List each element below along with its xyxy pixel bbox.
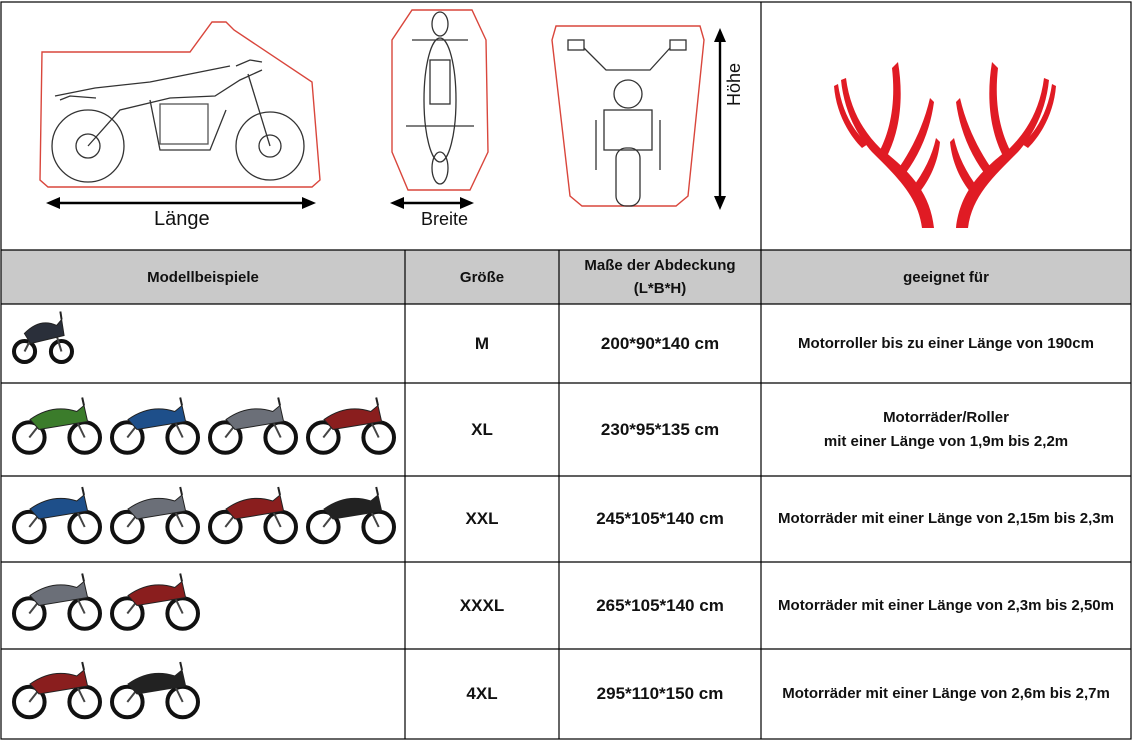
adventure-bike-icon [308, 487, 394, 542]
dimensions-cell: 230*95*135 cm [600, 419, 720, 439]
model-examples-images [0, 0, 405, 741]
header-examples: Modellbeispiele [147, 268, 259, 286]
dimensions-cell: 245*105*140 cm [596, 509, 724, 528]
suitable-for-line1: Motorroller bis zu einer Länge von 190cm [798, 334, 1094, 352]
sport-bike-icon [210, 398, 296, 453]
maxi-scooter-icon [308, 398, 394, 453]
suitable-for-line2: mit einer Länge von 1,9m bis 2,2m [823, 432, 1069, 450]
adventure-bike-icon [112, 574, 198, 629]
size-cell: XXL [465, 509, 499, 528]
front-view-motorcycle-icon [568, 40, 686, 206]
width-label: Breite [421, 209, 469, 229]
header-suitable-for: geeignet für [903, 268, 989, 286]
size-cell: XXXL [459, 595, 505, 615]
sport-bike-icon [112, 487, 198, 542]
dirt-bike-icon [112, 398, 198, 453]
suitable-for-cell [761, 476, 1131, 562]
front-view-cover-outline [552, 26, 704, 206]
chopper-icon [112, 662, 198, 717]
dimensions-cell: 295*110*150 cm [596, 684, 724, 703]
antler-logo [820, 40, 1070, 240]
header-dimensions [559, 250, 761, 304]
dimensions-cell: 200*90*140 cm [600, 333, 720, 353]
header-dimensions-line2: (L*B*H) [633, 280, 687, 297]
dimensions-cell: 265*105*140 cm [596, 595, 724, 615]
suitable-for-line1: Motorräder mit einer Länge von 2,15m bis 2,3m [778, 510, 1114, 527]
adventure-bike-icon [14, 487, 100, 542]
suitable-for-line1: Motorräder mit einer Länge von 2,3m bis 2,50m [778, 596, 1114, 614]
size-cell: 4XL [466, 684, 498, 703]
header-dimensions-line1: Maße der Abdeckung [584, 257, 736, 274]
suitable-for-cell [761, 649, 1131, 739]
suitable-for-cell [761, 304, 1131, 383]
size-cell: XL [471, 419, 493, 439]
suitable-for-cell [761, 562, 1131, 649]
adventure-bike-icon [210, 487, 296, 542]
scooter-icon [14, 312, 72, 363]
cruiser-icon [14, 662, 100, 717]
suitable-for-line1: Motorräder/Roller [883, 408, 1009, 426]
top-view-motorcycle-icon [406, 12, 474, 184]
header-size: Größe [459, 268, 505, 286]
size-cell: M [474, 333, 490, 353]
height-label: Höhe [724, 62, 744, 106]
top-view-cover-outline [392, 10, 488, 190]
length-label: Länge [154, 208, 210, 230]
suitable-for-cell [761, 383, 1131, 476]
adventure-bike-icon [14, 574, 100, 629]
height-arrow [714, 28, 726, 210]
suitable-for-line1: Motorräder mit einer Länge von 2,6m bis 2,7m [782, 685, 1110, 702]
touring-scooter-icon [14, 398, 100, 453]
